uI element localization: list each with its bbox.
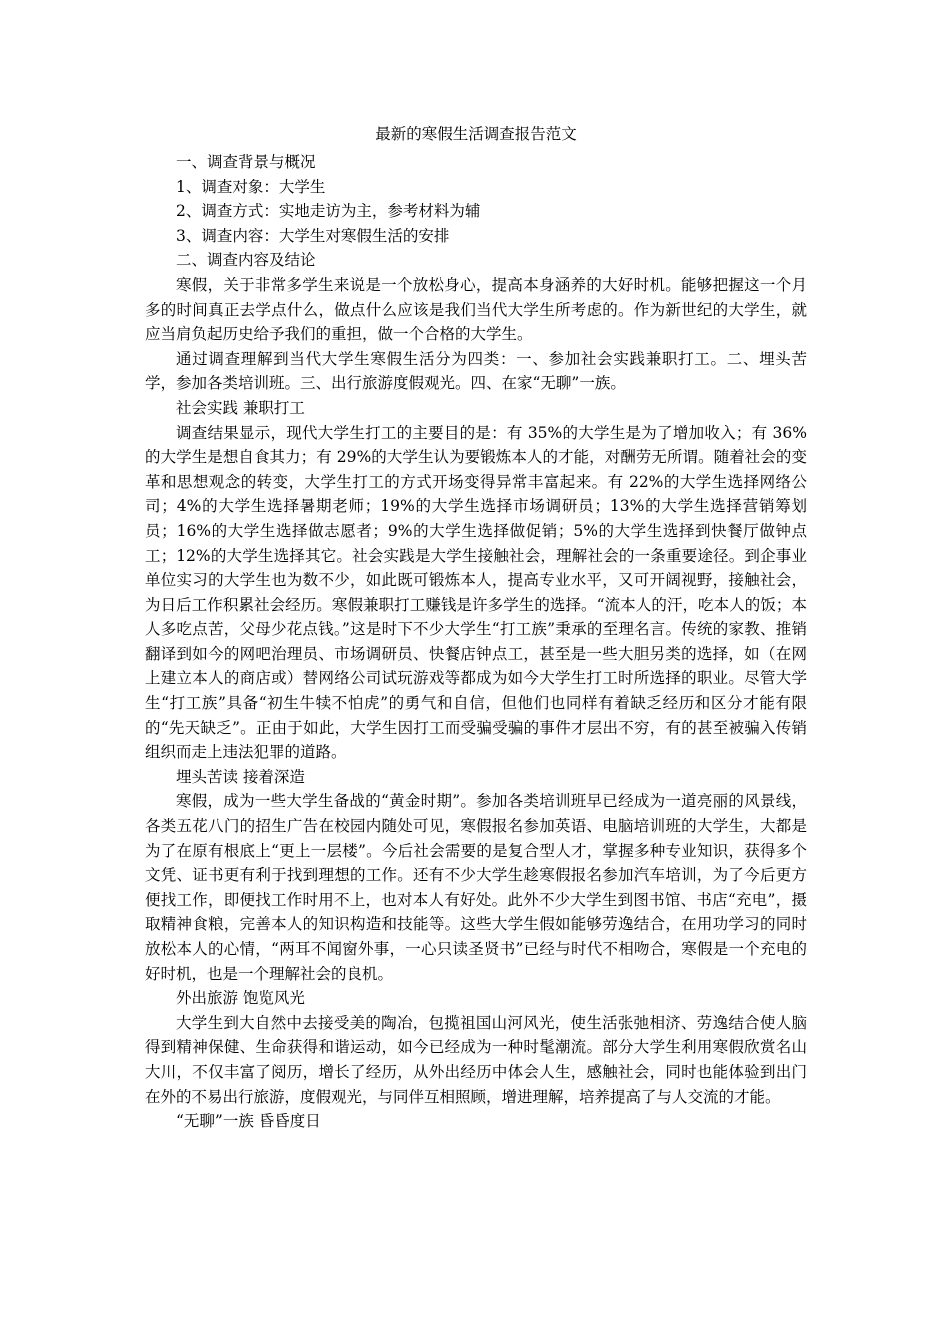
section-heading-study: 埋头苦读 接着深造 xyxy=(176,767,305,786)
heading-background: 一、调查背景与概况 xyxy=(176,153,316,171)
section-heading-boredom: “无聊”一族 昏昏度日 xyxy=(176,1112,321,1131)
travel-paragraph: 大学生到大自然中去接受美的陶冶，包揽祖国山河风光，使生活张弛相济、劳逸结合使人脑得到精神保健、生命获得和谐运动，如今已经成为一种时髦潮流。部分大学生利用寒假欣赏名山大川，不仅丰富了阅历，增长了经历，从外出经历中体会人生，感触社会，同时也能体验到出门在外的不易出行旅游，度假观光，与同伴互相照顾，增进理解，培养提高了与人交流的才能。 xyxy=(145,1013,807,1106)
section-heading-social-practice: 社会实践 兼职打工 xyxy=(176,398,305,417)
social-practice-paragraph: 调查结果显示，现代大学生打工的主要目的是：有 35%的大学生是为了增加收入；有 36%的大学生是想自食其力；有 29%的大学生认为要锻炼本人的才能，对酬劳无所谓。随着社会的变革和思想观念的转变，大学生打工的方式开场变得异常丰富起来。有 22%的大学生选择网络公司；4%的大学生选择暑期老师；19%的大学生选择市场调研员；13%的大学生选择营销筹划员；16%的大学生选择做志愿者；9%的大学生选择做促销；5%的大学生选择到快餐厅做钟点工；12%的大学生选择其它。社会实践是大学生接触社会，理解社会的一条重要途径。到企事业单位实习的大学生也为数不少，如此既可锻炼本人，提高专业水平，又可开阔视野，接触社会，为日后工作积累社会经历。寒假兼职打工赚钱是许多学生的选择。“流本人的汗，吃本人的饭；本人多吃点苦，父母少花点钱。”这是时下不少大学生“打工族”秉承的至理名言。传统的家教、推销翻译到如今的网吧治理员、市场调研员、快餐店钟点工，甚至是一些大胆另类的选择，如（在网上建立本人的商店或）替网络公司试玩游戏等都成为如今大学生打工时所选择的职业。尽管大学生“打工族”具备“初生牛犊不怕虎”的勇气和自信，但他们也同样有着缺乏经历和区分才能有限的“先天缺乏”。正由于如此，大学生因打工而受骗受骗的事件才层出不穷，有的甚至被骗入传销组织而走上违法犯罪的道路。 xyxy=(145,423,807,762)
section-heading-travel: 外出旅游 饱览风光 xyxy=(176,989,305,1008)
survey-subject: 1、调查对象：大学生 xyxy=(176,177,326,196)
document-title: 最新的寒假生活调查报告范文 xyxy=(375,125,577,143)
heading-content: 二、调查内容及结论 xyxy=(176,251,316,270)
survey-method: 2、调查方式：实地走访为主，参考材料为辅 xyxy=(176,202,481,221)
document-page xyxy=(145,122,807,1134)
study-paragraph: 寒假，成为一些大学生备战的“黄金时期”。参加各类培训班早已经成为一道亮丽的风景线，各类五花八门的招生广告在校园内随处可见，寒假报名参加英语、电脑培训班的大学生，大都是为了在原有根底上“更上一层楼”。今后社会需要的是复合型人才，掌握多种专业知识，获得多个文凭、证书更有利于找到理想的工作。还有不少大学生趁寒假报名参加汽车培训，为了今后更方便找工作，即便找工作时用不上，也对本人有好处。此外不少大学生到图书馆、书店“充电”，摄取精神食粮，完善本人的知识构造和技能等。这些大学生假如能够劳逸结合，在用功学习的同时放松本人的心情，“两耳不闻窗外事，一心只读圣贤书”已经与时代不相吻合，寒假是一个充电的好时机，也是一个理解社会的良机。 xyxy=(145,792,807,983)
survey-content: 3、调查内容：大学生对寒假生活的安排 xyxy=(176,226,450,245)
categories-paragraph: 通过调查理解到当代大学生寒假生活分为四类：一、参加社会实践兼职打工。二、埋头苦学，参加各类培训班。三、出行旅游度假观光。四、在家“无聊”一族。 xyxy=(145,349,807,393)
intro-paragraph: 寒假，关于非常多学生来说是一个放松身心，提高本身涵养的大好时机。能够把握这一个月多的时间真正去学点什么，做点什么应该是我们当代大学生所考虑的。作为新世纪的大学生，就应当肩负起历史给予我们的重担，做一个合格的大学生。 xyxy=(145,275,807,344)
